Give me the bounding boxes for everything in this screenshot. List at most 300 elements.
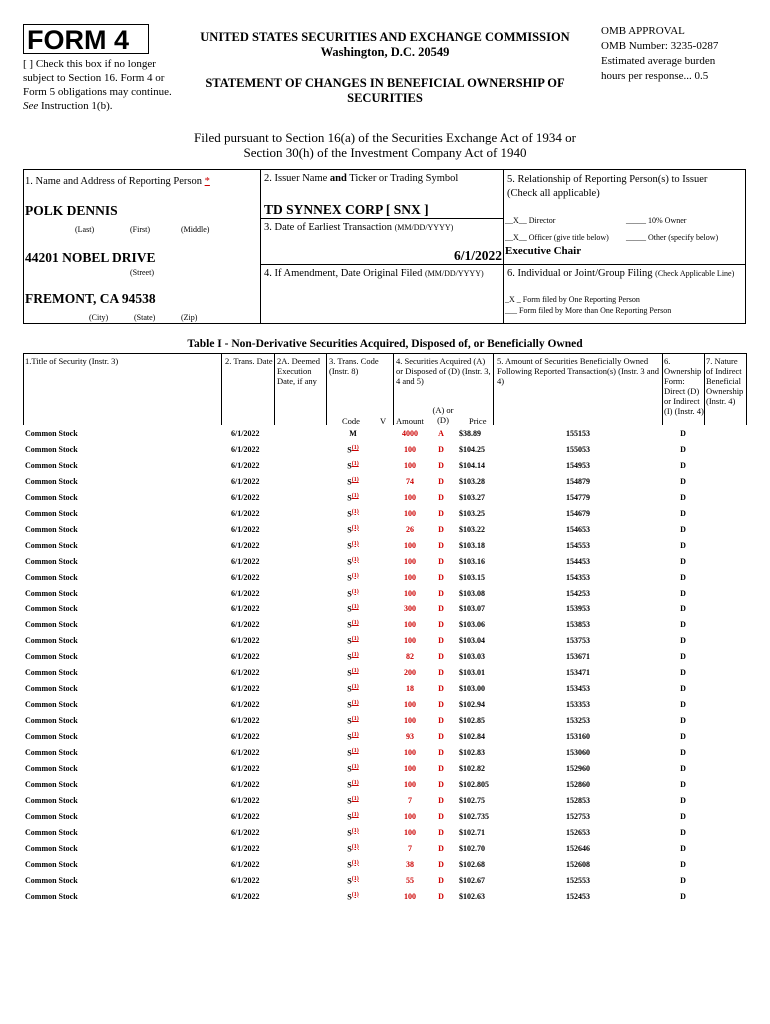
footnote-link[interactable]: (1): [351, 652, 359, 659]
issuer-label-a: 2. Issuer Name: [264, 173, 328, 184]
footnote-link[interactable]: (1): [351, 779, 359, 786]
table-row: [23, 793, 747, 809]
cell-a-or-d: D: [438, 508, 444, 518]
col-line: [662, 353, 663, 425]
check-box-see: See: [23, 100, 39, 112]
cell-a-or-d: D: [438, 476, 444, 486]
cell-date: 6/1/2022: [231, 716, 260, 726]
cell-code: M: [349, 429, 357, 438]
col-line: [704, 353, 705, 425]
cell-price: $103.01: [459, 668, 485, 678]
table-row: [23, 426, 747, 442]
sub-code: Code: [342, 416, 360, 426]
cell-title: Common Stock: [25, 779, 78, 789]
cell-owned: 153671: [566, 652, 590, 662]
relationship-label-1: 5. Relationship of Reporting Person(s) to Issuer: [507, 174, 708, 185]
cell-code: $S^{(1)}$: [347, 492, 359, 503]
relationship-label-2: (Check all applicable): [507, 188, 600, 199]
cell-a-or-d: D: [438, 556, 444, 566]
col-form-header: 6. Ownership Form: Direct (D) or Indirect (I) (Instr. 4): [664, 356, 704, 416]
cell-date: 6/1/2022: [231, 460, 260, 470]
cell-title: Common Stock: [25, 444, 78, 454]
col-line: [493, 353, 494, 425]
cell-a-or-d: D: [438, 620, 444, 630]
cell-date: 6/1/2022: [231, 827, 260, 837]
cell-price: $102.75: [459, 795, 485, 805]
agency-city: Washington, D.C. 20549: [320, 45, 450, 59]
omb-line-4: hours per response... 0.5: [601, 70, 709, 82]
cell-price: $103.06: [459, 620, 485, 630]
table-row: [23, 522, 747, 538]
cell-code: $S^{(1)}$: [347, 444, 359, 455]
cell-form: D: [680, 843, 686, 853]
cell-price: $103.16: [459, 556, 485, 566]
cell-title: Common Stock: [25, 716, 78, 726]
table-title: Table I - Non-Derivative Securities Acquired, Disposed of, or Beneficially Owned: [187, 338, 583, 350]
check-box-text: [ ] Check this box if no longer subject to Section 16. Form 4 or Form 5 obligations may continue.: [23, 58, 172, 98]
omb-line-1: OMB APPROVAL: [601, 25, 685, 37]
cell-form: D: [680, 684, 686, 694]
cell-owned: 152553: [566, 875, 590, 885]
cell-code: $S^{(1)}$: [347, 652, 359, 662]
footnote-link[interactable]: (1): [351, 843, 359, 850]
cell-amount: 26: [406, 524, 414, 534]
footnote-link[interactable]: (1): [351, 748, 359, 754]
cell-form: D: [680, 429, 686, 438]
cell-code: $S^{(1)}$: [347, 460, 359, 471]
cell-a-or-d: D: [438, 572, 444, 582]
cell-amount: 100: [404, 556, 416, 566]
col-line: [326, 353, 327, 425]
cell-title: Common Stock: [25, 429, 78, 438]
cell-owned: 152646: [566, 843, 590, 853]
cell-a-or-d: D: [438, 524, 444, 534]
cell-owned: 154879: [566, 476, 590, 486]
cell-a-or-d: D: [438, 779, 444, 789]
cell-price: $103.00: [459, 684, 485, 694]
col-date-header: 2. Trans. Date: [225, 356, 273, 366]
cell-title: Common Stock: [25, 588, 78, 598]
relationship-label: [507, 173, 745, 201]
cell-title: Common Stock: [25, 620, 78, 630]
table-row: [23, 761, 747, 777]
table-row: [23, 841, 747, 857]
cell-code: $S^{(1)}$: [347, 732, 359, 742]
divider: [260, 264, 746, 265]
footnote-link[interactable]: (1): [351, 508, 359, 515]
table-row: [23, 713, 747, 729]
statement-title: STATEMENT OF CHANGES IN BENEFICIAL OWNERSHIP OF SECURITIES: [205, 76, 565, 105]
cell-title: Common Stock: [25, 492, 78, 502]
amendment-format: (MM/DD/YYYY): [424, 269, 484, 278]
footnote-link[interactable]: (1): [351, 492, 359, 499]
cell-amount: 100: [404, 572, 416, 582]
cell-owned: 152960: [566, 763, 590, 773]
cell-code: $S^{(1)}$: [347, 668, 359, 678]
issuer-label-and: and: [329, 173, 347, 184]
cell-form: D: [680, 811, 686, 821]
cell-form: D: [680, 572, 686, 582]
cell-date: 6/1/2022: [231, 779, 260, 789]
col-line: [221, 353, 222, 425]
footnote-link[interactable]: (1): [351, 684, 359, 691]
cell-amount: 7: [408, 843, 412, 853]
cell-form: D: [680, 524, 686, 534]
cell-price: $102.83: [459, 748, 485, 757]
cell-form: D: [680, 859, 686, 869]
more-person-check[interactable]: ___ Form filed by More than One Reporting Person: [505, 306, 672, 315]
cell-title: Common Stock: [25, 843, 78, 853]
cell-date: 6/1/2022: [231, 732, 260, 742]
cell-price: $103.07: [459, 604, 485, 614]
cell-code: $S^{(1)}$: [347, 540, 359, 551]
cell-code: $S^{(1)}$: [347, 524, 359, 535]
cell-price: $103.18: [459, 540, 485, 550]
cell-a-or-d: D: [438, 748, 444, 757]
agency-block: [175, 30, 595, 60]
cell-code: $S^{(1)}$: [347, 636, 359, 646]
footnote-link[interactable]: (1): [351, 668, 359, 675]
footnote-link[interactable]: (1): [351, 476, 359, 483]
table-row: [23, 617, 747, 633]
cell-amount: 100: [404, 779, 416, 789]
name-last-label: (Last): [75, 225, 95, 234]
cell-owned: 154253: [566, 588, 590, 598]
amendment-label: [264, 268, 484, 279]
cell-a-or-d: D: [438, 684, 444, 694]
earliest-date-value: 6/1/2022: [453, 248, 502, 263]
cell-date: 6/1/2022: [231, 811, 260, 821]
cell-owned: 154779: [566, 492, 590, 502]
cell-owned: 153471: [566, 668, 590, 678]
cell-form: D: [680, 540, 686, 550]
cell-code: $S^{(1)}$: [347, 556, 359, 567]
col-title-header: 1.Title of Security (Instr. 3): [25, 356, 119, 366]
cell-price: $102.71: [459, 827, 485, 837]
cell-amount: 74: [406, 476, 414, 486]
col-line: [393, 353, 394, 425]
cell-price: $102.63: [459, 891, 485, 901]
cell-form: D: [680, 732, 686, 742]
table-row: [23, 538, 747, 554]
table-row: [23, 825, 747, 841]
cell-amount: 100: [404, 700, 416, 710]
cell-title: Common Stock: [25, 763, 78, 773]
footnote-link[interactable]: (1): [351, 636, 359, 643]
one-person-check[interactable]: _X _ Form filed by One Reporting Person: [505, 295, 640, 304]
col-line: [274, 353, 275, 425]
filed-pursuant: [150, 130, 620, 160]
name-first-label: (First): [130, 225, 150, 234]
cell-owned: 152860: [566, 779, 590, 789]
cell-date: 6/1/2022: [231, 684, 260, 694]
cell-title: Common Stock: [25, 524, 78, 534]
cell-amount: 100: [404, 827, 416, 837]
form-title: FORM 4: [23, 24, 149, 54]
footnote-link[interactable]: (1): [351, 811, 359, 818]
cell-date: 6/1/2022: [231, 524, 260, 534]
cell-owned: 153253: [566, 716, 590, 726]
issuer-name: TD SYNNEX CORP [ SNX ]: [264, 202, 429, 217]
filing-label-text: 6. Individual or Joint/Group Filing: [507, 268, 653, 279]
cell-form: D: [680, 636, 686, 646]
cell-owned: 154953: [566, 460, 590, 470]
cell-a-or-d: D: [438, 444, 444, 454]
cell-amount: 200: [404, 668, 416, 678]
filed-line-1: Filed pursuant to Section 16(a) of the Securities Exchange Act of 1934 or: [194, 130, 576, 145]
cell-owned: 154679: [566, 508, 590, 518]
cell-a-or-d: D: [438, 795, 444, 805]
cell-code: $S^{(1)}$: [347, 875, 359, 886]
check-box-instr: Instruction 1(b).: [41, 100, 113, 112]
reporting-footnote-link[interactable]: *: [204, 176, 210, 187]
cell-date: 6/1/2022: [231, 636, 260, 646]
cell-title: Common Stock: [25, 652, 78, 662]
footnote-link[interactable]: (1): [351, 572, 359, 579]
cell-code: $S^{(1)}$: [347, 572, 359, 583]
cell-price: $103.25: [459, 508, 485, 518]
cell-form: D: [680, 460, 686, 470]
cell-owned: 153453: [566, 684, 590, 694]
cell-title: Common Stock: [25, 684, 78, 694]
footnote-link[interactable]: (1): [351, 588, 359, 595]
omb-approval: [601, 24, 761, 84]
city-label: (City): [89, 313, 109, 322]
cell-date: 6/1/2022: [231, 476, 260, 486]
cell-form: D: [680, 668, 686, 678]
cell-price: $102.70: [459, 843, 485, 853]
cell-date: 6/1/2022: [231, 429, 260, 438]
footnote-link[interactable]: (1): [351, 763, 359, 770]
footnote-link[interactable]: (1): [351, 795, 359, 802]
cell-title: Common Stock: [25, 460, 78, 470]
sub-v: V: [380, 416, 387, 426]
cell-a-or-d: D: [438, 492, 444, 502]
table-row: [23, 633, 747, 649]
cell-owned: 154653: [566, 524, 590, 534]
cell-amount: 7: [408, 795, 412, 805]
col-nature-header: 7. Nature of Indirect Beneficial Ownership (Instr. 4): [706, 356, 744, 406]
sub-a-or-d: (A) or (D): [432, 405, 454, 425]
cell-a-or-d: D: [438, 540, 444, 550]
cell-owned: 154453: [566, 556, 590, 566]
cell-owned: 152853: [566, 795, 590, 805]
cell-owned: 153060: [566, 748, 590, 757]
filed-line-2: Section 30(h) of the Investment Company Act of 1940: [243, 145, 527, 160]
cell-form: D: [680, 444, 686, 454]
footnote-link[interactable]: (1): [351, 732, 359, 739]
zip-label: (Zip): [181, 313, 198, 322]
cell-owned: 153353: [566, 700, 590, 710]
ten-pct-owner-check[interactable]: _____ 10% Owner: [626, 216, 687, 225]
cell-owned: 153160: [566, 732, 590, 742]
cell-price: $102.805: [459, 779, 489, 789]
cell-amount: 100: [404, 620, 416, 630]
sub-amount: Amount: [396, 416, 424, 426]
cell-title: Common Stock: [25, 811, 78, 821]
cell-code: $S^{(1)}$: [347, 588, 359, 599]
cell-owned: 153853: [566, 620, 590, 630]
table-row: [23, 586, 747, 602]
cell-code: $S^{(1)}$: [347, 700, 359, 710]
footnote-link[interactable]: (1): [351, 891, 359, 898]
cell-a-or-d: D: [438, 811, 444, 821]
cell-title: Common Stock: [25, 508, 78, 518]
cell-form: D: [680, 763, 686, 773]
cell-date: 6/1/2022: [231, 444, 260, 454]
cell-date: 6/1/2022: [231, 540, 260, 550]
divider: [260, 169, 261, 324]
cell-owned: 155053: [566, 444, 590, 454]
cell-title: Common Stock: [25, 891, 78, 901]
cell-amount: 100: [404, 716, 416, 726]
earliest-date-label: [264, 222, 453, 233]
cell-code: $S^{(1)}$: [347, 508, 359, 519]
cell-owned: 154553: [566, 540, 590, 550]
cell-title: Common Stock: [25, 668, 78, 678]
sub-price: Price: [469, 416, 487, 426]
cell-a-or-d: D: [438, 763, 444, 773]
cell-owned: 154353: [566, 572, 590, 582]
footnote-link[interactable]: (1): [351, 700, 359, 707]
cell-amount: 100: [404, 588, 416, 598]
cell-form: D: [680, 556, 686, 566]
cell-form: D: [680, 779, 686, 789]
footnote-link[interactable]: (1): [351, 540, 359, 547]
cell-form: D: [680, 476, 686, 486]
cell-date: 6/1/2022: [231, 652, 260, 662]
cell-form: D: [680, 716, 686, 726]
cell-amount: 55: [406, 875, 414, 885]
footnote-link[interactable]: (1): [351, 524, 359, 531]
cell-a-or-d: D: [438, 891, 444, 901]
col-securities-header: 4. Securities Acquired (A) or Disposed of (D) (Instr. 3, 4 and 5): [396, 356, 491, 386]
divider: [260, 218, 503, 219]
earliest-date-format: (MM/DD/YYYY): [394, 223, 454, 232]
cell-a-or-d: D: [438, 668, 444, 678]
footnote-link[interactable]: (1): [351, 827, 359, 834]
cell-date: 6/1/2022: [231, 604, 260, 614]
cell-a-or-d: D: [438, 460, 444, 470]
cell-owned: 152453: [566, 891, 590, 901]
cell-date: 6/1/2022: [231, 843, 260, 853]
cell-title: Common Stock: [25, 476, 78, 486]
table-row: [23, 729, 747, 745]
reporting-label: [25, 176, 210, 187]
cell-amount: 300: [404, 604, 416, 614]
col-code-header: 3. Trans. Code (Instr. 8): [329, 356, 379, 376]
cell-form: D: [680, 795, 686, 805]
cell-form: D: [680, 620, 686, 630]
cell-code: $S^{(1)}$: [347, 476, 359, 487]
cell-date: 6/1/2022: [231, 700, 260, 710]
cell-date: 6/1/2022: [231, 668, 260, 678]
cell-title: Common Stock: [25, 748, 78, 757]
footnote-link[interactable]: (1): [351, 716, 359, 723]
cell-form: D: [680, 588, 686, 598]
omb-line-2: OMB Number: 3235-0287: [601, 40, 719, 52]
cell-price: $102.735: [459, 811, 489, 821]
officer-check[interactable]: __X__ Officer (give title below): [505, 233, 609, 242]
cell-price: $102.84: [459, 732, 485, 742]
director-check[interactable]: __X__ Director: [505, 216, 556, 225]
footnote-link[interactable]: (1): [351, 460, 359, 467]
cell-amount: 4000: [402, 429, 418, 438]
cell-title: Common Stock: [25, 700, 78, 710]
cell-a-or-d: D: [438, 716, 444, 726]
cell-price: $38.89: [459, 429, 481, 438]
cell-date: 6/1/2022: [231, 875, 260, 885]
cell-form: D: [680, 700, 686, 710]
cell-date: 6/1/2022: [231, 795, 260, 805]
footnote-link[interactable]: (1): [351, 444, 359, 451]
footnote-link[interactable]: (1): [351, 620, 359, 627]
table-row: [23, 601, 747, 617]
cell-form: D: [680, 891, 686, 901]
cell-price: $102.82: [459, 763, 485, 773]
cell-title: Common Stock: [25, 875, 78, 885]
cell-date: 6/1/2022: [231, 891, 260, 901]
reporting-name: POLK DENNIS: [25, 203, 118, 218]
cell-amount: 100: [404, 763, 416, 773]
cell-code: $S^{(1)}$: [347, 891, 359, 902]
cell-price: $103.22: [459, 524, 485, 534]
issuer-label-b: Ticker or Trading Symbol: [349, 173, 459, 184]
cell-title: Common Stock: [25, 859, 78, 869]
cell-amount: 93: [406, 732, 414, 742]
omb-line-3: Estimated average burden: [601, 55, 716, 67]
earliest-date-text: 3. Date of Earliest Transaction: [264, 222, 393, 233]
cell-code: $S^{(1)}$: [347, 763, 359, 774]
cell-owned: 153953: [566, 604, 590, 614]
table-row: [23, 873, 747, 889]
cell-title: Common Stock: [25, 540, 78, 550]
cell-a-or-d: D: [438, 636, 444, 646]
cell-a-or-d: D: [438, 652, 444, 662]
cell-amount: 38: [406, 859, 414, 869]
divider: [503, 169, 504, 324]
col-owned-header: 5. Amount of Securities Beneficially Owned Following Reported Transaction(s) (Instr. 3 and 4): [497, 356, 659, 386]
cell-date: 6/1/2022: [231, 556, 260, 566]
table-row: [23, 570, 747, 586]
cell-amount: 100: [404, 540, 416, 550]
other-check[interactable]: _____ Other (specify below): [626, 233, 719, 242]
cell-a-or-d: D: [438, 875, 444, 885]
footnote-link[interactable]: (1): [351, 556, 359, 563]
table-row: [23, 857, 747, 873]
footnote-link[interactable]: (1): [351, 875, 359, 882]
cell-amount: 100: [404, 811, 416, 821]
cell-a-or-d: A: [438, 429, 444, 438]
footnote-link[interactable]: (1): [351, 604, 359, 611]
cell-amount: 18: [406, 684, 414, 694]
cell-form: D: [680, 492, 686, 502]
cell-title: Common Stock: [25, 604, 78, 614]
cell-form: D: [680, 875, 686, 885]
cell-date: 6/1/2022: [231, 508, 260, 518]
street-label: (Street): [130, 268, 154, 277]
cell-a-or-d: D: [438, 604, 444, 614]
table-row: [23, 665, 747, 681]
cell-amount: 82: [406, 652, 414, 662]
footnote-link[interactable]: (1): [351, 859, 359, 866]
table-row: [23, 458, 747, 474]
cell-title: Common Stock: [25, 732, 78, 742]
street-value: 44201 NOBEL DRIVE: [25, 250, 156, 265]
check-box-note[interactable]: [23, 57, 173, 113]
table-row: [23, 506, 747, 522]
cell-code: $S^{(1)}$: [347, 604, 359, 615]
